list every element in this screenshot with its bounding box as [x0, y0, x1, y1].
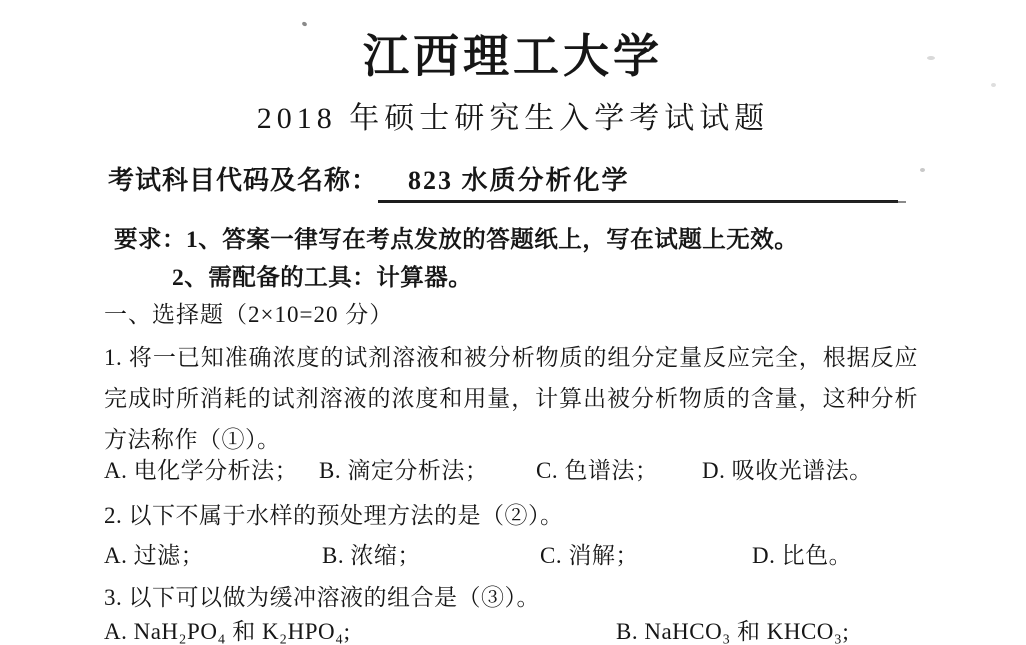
question-3-options: [104, 613, 984, 645]
subject-row: [108, 160, 898, 203]
scan-speck: [920, 168, 925, 172]
question-1-text: 1. 将一已知准确浓度的试剂溶液和被分析物质的组分定量反应完全，根据反应完成时所消耗的试剂溶液的浓度和用量，计算出被分析物质的含量，这种分析方法称作（①）。: [104, 345, 918, 452]
subject-code-label: 考试科目代码及名称：: [108, 166, 379, 195]
subject-underline-scan-stroke: [560, 201, 906, 203]
question-2-option-d: D. 比色。: [752, 543, 853, 568]
question-3-option-a: A. NaH₂PO₄ 和 K₂HPO₄;: [104, 619, 351, 644]
section-one-heading: 一、选择题（2×10=20 分）: [104, 302, 394, 327]
scan-speck: [927, 56, 935, 60]
question-1-option-a: A. 电化学分析法；: [104, 458, 299, 483]
requirement-line-2: 2、需配备的工具：计算器。: [172, 265, 473, 291]
question-2-options: [104, 537, 984, 569]
question-1-option-c: C. 色谱法；: [536, 458, 659, 483]
question-1-options: [104, 452, 984, 484]
scan-speck: [991, 83, 996, 87]
requirements-block: [114, 221, 798, 297]
university-title: 江西理工大学: [363, 31, 663, 82]
subject-code-value: 823 水质分析化学: [378, 160, 898, 203]
question-2-option-c: C. 消解；: [540, 543, 639, 568]
question-2-text: 2. 以下不属于水样的预处理方法的是（②）。: [104, 503, 564, 528]
question-3-option-b: B. NaHCO₃ 和 KHCO₃;: [616, 619, 850, 644]
exam-year-title: 2018 年硕士研究生入学考试试题: [256, 102, 770, 135]
question-3-text: 3. 以下可以做为缓冲溶液的组合是（③）。: [104, 585, 540, 610]
question-2-option-b: B. 浓缩；: [322, 543, 421, 568]
question-2-option-a: A. 过滤；: [104, 543, 205, 568]
question-1-option-b: B. 滴定分析法；: [319, 458, 489, 483]
requirement-line-1: 要求：1、答案一律写在考点发放的答题纸上，写在试题上无效。: [114, 227, 799, 253]
question-1-option-d: D. 吸收光谱法。: [702, 458, 873, 483]
